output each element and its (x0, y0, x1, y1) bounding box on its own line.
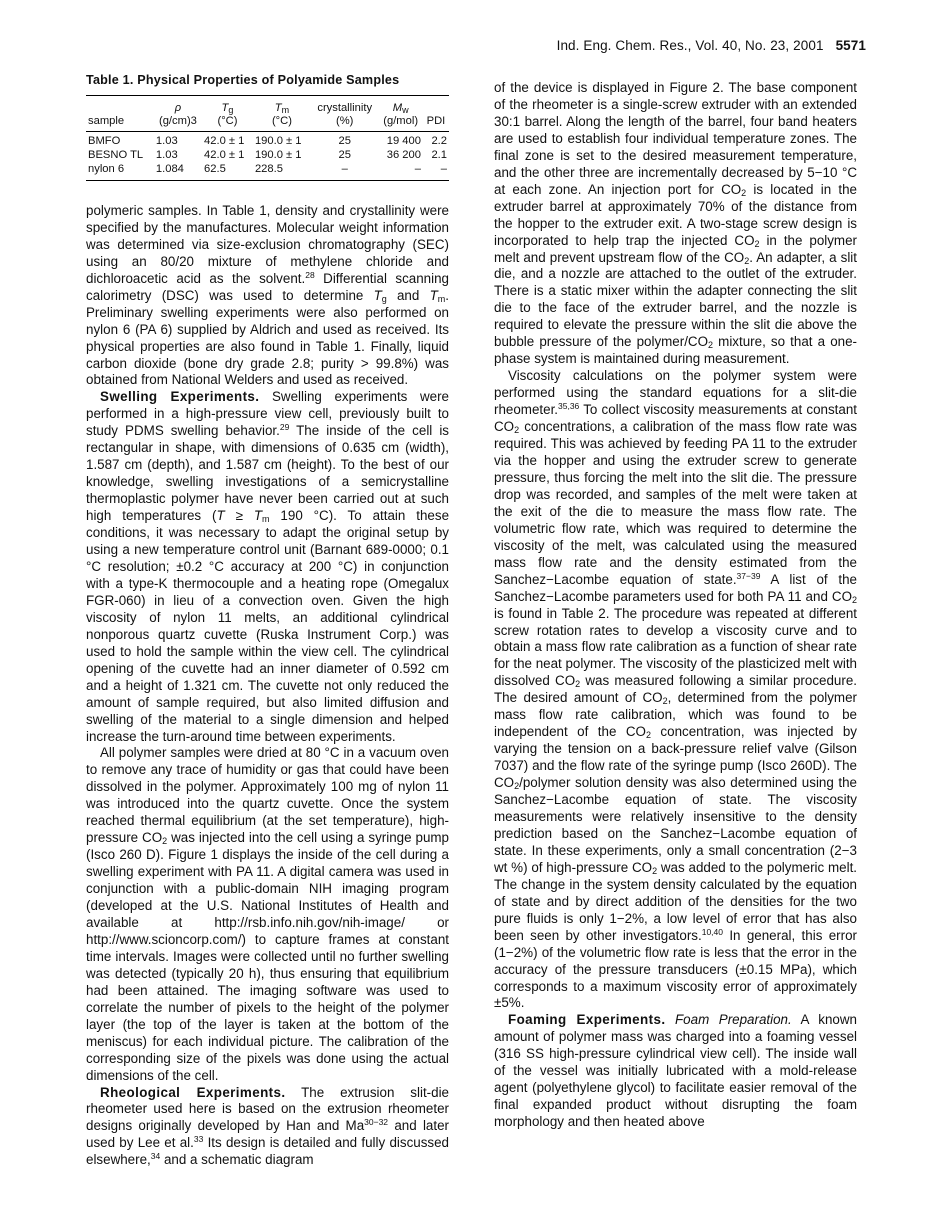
paragraph-materials: polymeric samples. In Table 1, density and crystallinity were specified by the manufactures. Molecular weight information was determined via size-exclusion chromatography (SEC) using an 80/20 mixture of methylene chloride and dichloroacetic acid as the solvent.$^{28}$ Differential scanning calorimetry (DSC) was used to determine $T_g$ and $T_m$. Preliminary swelling experiments were also performed on nylon 6 (PA 6) supplied by Aldrich and used as received. Its physical properties are also found in Table 1. Finally, liquid carbon dioxide (bone dry grade 2.8; purity > 99.8%) was obtained from National Welders and used as received. (86, 202, 449, 388)
right-column (494, 80, 857, 1131)
paragraph-swelling: Swelling Experiments. Swelling experiments were performed in a high-pressure view cell, previously built to study PDMS swelling behavior.$^{29}$ The inside of the cell is rectangular in shape, with dimensions of 0.635 cm (width), 1.587 cm (depth), and 1.587 cm (height). To the best of our knowledge, swelling investigations of a semicrystalline thermoplastic polymer have never been carried out at such high temperatures ($T \ge T_m$ 190 °C). To attain these conditions, it was necessary to adapt the original setup by using a new temperature control unit (Barnant 689-0000; 0.1 °C resolution; ±0.2 °C accuracy at 200 °C) in conjunction with a type-K thermocouple and a heating rope (Omegalux FGR-060) in lieu of a convection oven. Given the high viscosity of nylon 11 melts, an additional cylindrical nonporous quartz cuvette (Ruska Instrument Corp.) was used to hold the sample within the view cell. The cylindrical opening of the cuvette had an inner diameter of 0.592 cm and a height of 1.321 cm. The cuvette not only reduced the amount of sample required, but also limited diffusion and swelling of the material to a single dimension and helped increase the turn-around time between experiments. (86, 389, 450, 744)
section-heading-swelling: Swelling Experiments. (100, 389, 260, 405)
table-row: BMFO 1.03 42.0 ± 1 190.0 ± 1 25 19 400 2.2 (88, 134, 447, 147)
col-crystallinity: crystallinity (311, 95, 378, 115)
table-row: BESNO TL 1.03 42.0 ± 1 190.0 ± 1 25 36 200 2.1 (88, 148, 447, 161)
table-header-symbols (86, 95, 449, 115)
paragraph-foaming: Foaming Experiments. Foam Preparation. A known amount of polymer mass was charged into a foaming vessel (316 SS high-pressure cylindrical view cell). The inside wall of the vessel was initially lubricated with a mold-release agent (polyethylene glycol) to facilitate easier removal of the final expanded product without disrupting the foam morphology and then heated above (494, 1012, 857, 1130)
subsection-heading-foam-prep: Foam Preparation. (675, 1012, 792, 1028)
paragraph-rheology: Rheological Experiments. The extrusion slit-die rheometer used here is based on the extrusion rheometer designs originally developed by Han and $Ma^{30-32}$ and later used by Lee et al.$^{33}$ Its design is detailed and fully discussed elsewhere,$^{34}$ and a schematic diagram (86, 1084, 449, 1168)
paragraph-viscosity: Viscosity calculations on the polymer system were performed using the standard equations for a slit-die rheometer.$^{35,36}$ To collect viscosity measurements at constant $CO_2$ concentrations, a calibration of the mass flow rate was required. This was achieved by feeding PA 11 to the extruder via the hopper and using the extruder screw to generate pressure, thus forcing the melt into the slit die. The pressure drop was recorded, and samples of the melt were taken at the exit of the die to measure the mass flow rate. The volumetric flow rate, which was required to determine the viscosity of the melt, was calculated using the measured mass flow rate and the density estimated from the Sanchez−Lacombe equation of state.$^{37-39}$ A list of the Sanchez−Lacombe parameters used for both PA 11 and $CO_2$ is found in Table 2. The procedure was repeated at different screw rotation rates to develop a viscosity curve and to obtain a mass flow rate calibration as a function of shear rate for the neat polymer. The viscosity of the plasticized melt with dissolved $CO_2$ was measured following a similar procedure. The desired amount of $CO_2$, determined from the polymer mass flow rate calibration, which was found to be independent of the $CO_2$ concentration, was injected by varying the tension on a back-pressure relief valve (Gilson 7037) and the flow rate of the syringe pump (Isco 260D). The $CO_2$/polymer solution density was also determined using the Sanchez−Lacombe equation of state. The viscosity measurements were relatively insensitive to the density prediction based on the Sanchez−Lacombe equation of state. In these experiments, only a small concentration (2−3 wt %) of high-pressure $CO_2$ was added to the polymeric melt. The change in the system density calculated by the equation of state and by direct addition of the densities for the two pure fluids is only 1−2%, a low level of error that has also been seen by other investigators.$^{10,40}$ In general, this error (1−2%) of the volumetric flow rate is less that the error in the accuracy of the pressure transducers (±0.15 MPa), which corresponds to a maximum viscosity error of approximately ±5%. (494, 368, 858, 1011)
table-header-units: sample (g/cm)3 (°C) (°C) (%) (g/mol) PDI (86, 115, 449, 132)
col-rho: ρ (154, 95, 202, 115)
page-number: 5571 (835, 38, 866, 53)
col-tg: $T_g$ (202, 95, 253, 115)
properties-table (86, 95, 449, 181)
section-heading-rheology: Rheological Experiments. (100, 1084, 286, 1100)
journal-citation: Ind. Eng. Chem. Res., Vol. 40, No. 23, 2001 (556, 38, 824, 53)
paragraph-rheometer-device: of the device is displayed in Figure 2. The base component of the rheometer is a single-screw extruder with an extended 30:1 barrel. Along the length of the barrel, four band heaters are used to establish four individual temperature zones. The final zone is set to the desired measurement temperature, and the other three are incrementally decreased by 5−10 °C at each zone. An injection port for $CO_2$ is located in the extruder barrel at approximately 70% of the distance from the hopper to the extruder exit. A two-stage screw design is incorporated to help trap the injected $CO_2$ in the polymer melt and prevent upstream flow of the $CO_2$. An adapter, a slit die, and a nozzle are attached to the outlet of the extruder. There is a static mixer within the adapter connecting the slit die to the face of the extruder barrel, and the nozzle is required to elevate the pressure within the slit die above the bubble pressure of the polymer/$CO_2$ mixture, so that a one-phase system is maintained during measurement. (494, 80, 858, 367)
col-mw: $M_w$ (378, 95, 423, 115)
table-row: nylon 6 1.084 62.5 228.5 – – – (86, 162, 449, 181)
section-heading-foaming: Foaming Experiments. (508, 1012, 666, 1028)
table-caption: Table 1. Physical Properties of Polyamide Samples (86, 73, 400, 87)
running-header (557, 38, 866, 53)
left-column (86, 72, 449, 1169)
paragraph-sample-prep: All polymer samples were dried at 80 °C in a vacuum oven to remove any trace of humidity or gas that could have been dissolved in the polymer. Approximately 100 mg of nylon 11 was introduced into the quartz cuvette. Once the system reached thermal equilibrium (at the set temperature), high-pressure $CO_2$ was injected into the cell using a syringe pump (Isco 260 D). Figure 1 displays the inside of the cell during a swelling experiment with PA 11. A digital camera was used in conjunction with a public-domain NIH imaging program (developed at the U.S. National Institutes of Health and available at http://rsb.info.nih.gov/nih-image/ or http://www.scioncorp.com/) to capture frames at constant time intervals. Images were collected until no further swelling was detected (typically 20 h), thus ensuring that equilibrium had been attained. The imaging software was used to correlate the number of pixels to the height of the polymer layer (the top of the layer is taken at the bottom of the meniscus) for each individual picture. The calibration of the corresponding size of the pixels was done using the actual dimensions of the cell. (86, 745, 449, 1083)
col-tm: $T_m$ (253, 95, 311, 115)
